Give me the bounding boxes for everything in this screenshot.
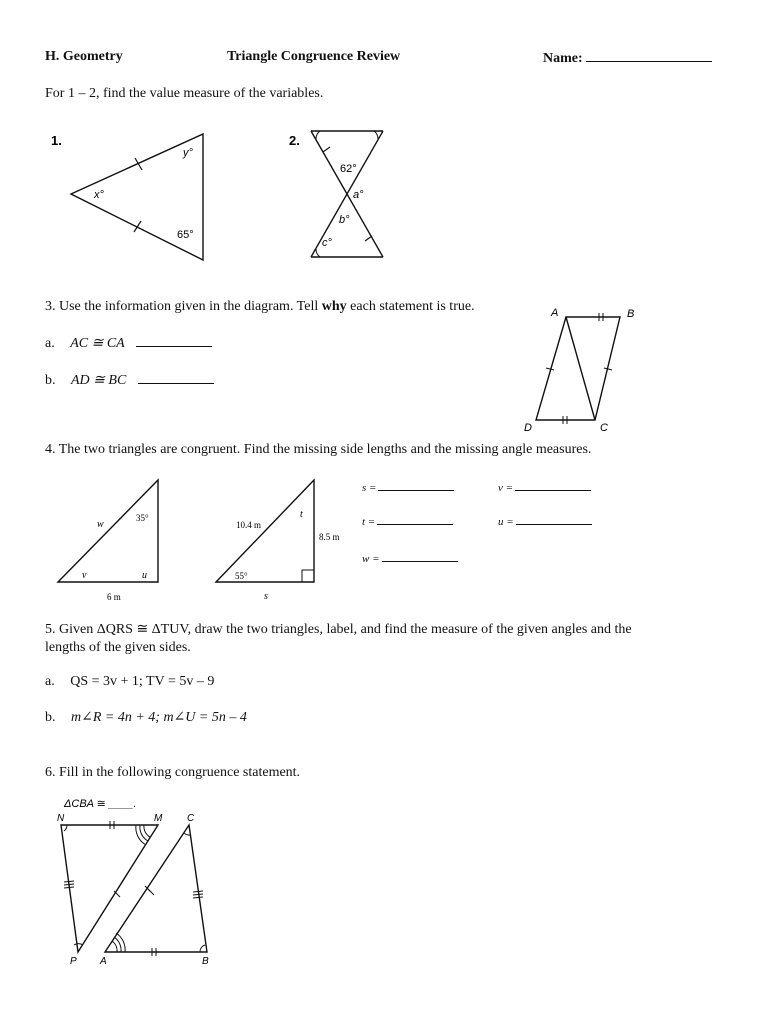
answer-s: s =: [362, 480, 454, 494]
answer-u-blank[interactable]: [516, 514, 592, 525]
triangle-nmp: [61, 825, 158, 952]
angle-b-label: b°: [339, 214, 350, 226]
answer-t: t =: [362, 514, 453, 528]
point-d-label: D: [524, 422, 532, 434]
question-3a: a. AC ≅ CA: [45, 334, 212, 352]
question-5-prompt: 5. Given ΔQRS ≅ ΔTUV, draw the two triangles, label, and find the measure of the given angles and the lengths of the given sides.: [45, 622, 632, 655]
angle-u-label: u: [142, 570, 147, 581]
answer-3a-blank[interactable]: [136, 334, 212, 347]
name-field: [543, 49, 712, 67]
angle-62-label: 62°: [340, 163, 357, 175]
answer-u: u =: [498, 514, 592, 528]
point-a-label: A: [100, 956, 107, 967]
point-c-label: C: [600, 422, 608, 434]
question-3-prompt: 3. Use the information given in the diagram. Tell why each statement is true.: [45, 299, 475, 314]
side-8-5m-label: 8.5 m: [319, 532, 340, 542]
angle-35-label: 35°: [136, 513, 149, 523]
triangle-cba: [105, 825, 207, 952]
triangle-st: [216, 480, 314, 582]
question-4-prompt: 4. The two triangles are congruent. Find the missing side lengths and the missing angle measures.: [45, 442, 592, 457]
figure-1: [45, 125, 225, 265]
angle-v-label: v: [82, 570, 87, 581]
answer-w-blank[interactable]: [382, 551, 458, 562]
question-6-prompt: 6. Fill in the following congruence statement.: [45, 765, 301, 780]
congruence-statement: ΔCBA ≅ ____.: [64, 798, 137, 810]
course-title: H. Geometry: [45, 49, 123, 64]
answer-v-blank[interactable]: [515, 480, 591, 491]
question-5b: b. m∠R = 4n + 4; m∠U = 5n – 4: [45, 710, 247, 725]
angle-c-label: c°: [322, 237, 332, 249]
point-b-label: B: [202, 956, 209, 967]
angle-x-label: x°: [94, 189, 104, 201]
answer-w: w =: [362, 551, 458, 565]
answer-t-blank[interactable]: [377, 514, 453, 525]
answer-v: v =: [498, 480, 591, 494]
side-w-label: w: [97, 519, 104, 530]
answer-s-blank[interactable]: [378, 480, 454, 491]
angle-65-label: 65°: [177, 229, 194, 241]
angle-55-label: 55°: [235, 571, 248, 581]
question-5a: a. QS = 3v + 1; TV = 5v – 9: [45, 674, 215, 689]
point-p-label: P: [70, 956, 77, 967]
angle-y-label: y°: [183, 147, 193, 159]
point-a-label: A: [551, 307, 559, 319]
answer-3b-blank[interactable]: [138, 371, 214, 384]
figure-2: [285, 125, 395, 270]
angle-a-label: a°: [353, 189, 364, 201]
side-6m-label: 6 m: [107, 592, 121, 602]
name-blank[interactable]: [586, 49, 712, 62]
point-b-label: B: [627, 308, 635, 320]
question-3b: b. AD ≅ BC: [45, 371, 214, 389]
figure-3-parallelogram: [515, 300, 655, 435]
side-10-4m-label: 10.4 m: [236, 520, 262, 530]
worksheet-title: Triangle Congruence Review: [227, 49, 401, 64]
point-n-label: N: [57, 813, 65, 824]
triangle-vuw: [58, 480, 158, 582]
point-m-label: M: [154, 813, 163, 824]
figure-2-number: 2.: [289, 133, 300, 148]
side-s-label: s: [264, 591, 268, 602]
name-label: Name:: [543, 51, 583, 66]
figure-4-triangles: [50, 475, 350, 610]
figure-1-number: 1.: [51, 133, 62, 148]
figure-6-quadrilateral: [50, 795, 225, 970]
instructions-1-2: For 1 – 2, find the value measure of the variables.: [45, 86, 324, 101]
side-t-label: t: [300, 509, 303, 520]
point-c-label: C: [187, 813, 195, 824]
